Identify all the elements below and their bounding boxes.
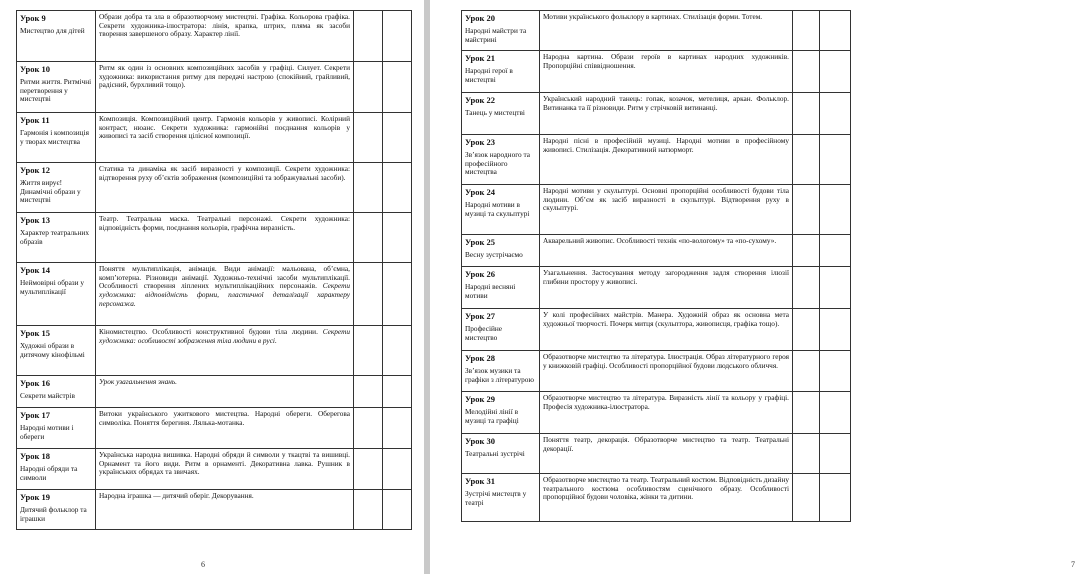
lesson-topic: Народні мотиви і обереги (20, 423, 74, 441)
lesson-cell (17, 11, 96, 62)
lesson-topic: Професійне мистецтво (465, 324, 503, 342)
lesson-cell (462, 351, 540, 392)
lesson-topic: Весну зустрічаємо (465, 250, 523, 259)
lesson-topic: Зв’язок народного та професійного мистецтва (465, 150, 531, 177)
lesson-topic: Гармонія і композиція у творах мистецтва (20, 128, 89, 146)
lesson-cell (462, 51, 540, 93)
lesson-number: Урок 21 (465, 53, 496, 63)
lesson-topic: Театральні зустрічі (465, 449, 525, 458)
page-number: 6 (201, 560, 205, 569)
empty-cell (793, 434, 820, 474)
lesson-cell (462, 11, 540, 51)
lesson-content-cell (540, 474, 793, 522)
lesson-topic: Художні образи в дитячому кінофільмі (20, 341, 85, 359)
lesson-cell (17, 449, 96, 490)
lesson-number: Урок 28 (465, 353, 496, 363)
lesson-content-cell (540, 135, 793, 185)
table-row (462, 51, 851, 93)
table-row (462, 93, 851, 135)
lesson-number: Урок 15 (20, 328, 51, 338)
empty-cell (793, 185, 820, 235)
lesson-topic: Мелодійні лінії в музиці та графіці (465, 407, 519, 425)
lesson-cell (462, 434, 540, 474)
empty-cell (354, 490, 383, 530)
lesson-topic: Танець у мистецтві (465, 108, 525, 117)
lesson-number: Урок 24 (465, 187, 496, 197)
empty-cell (383, 213, 412, 263)
lesson-topic: Ритми життя. Ритмічні перетворення у мистецтві (20, 77, 92, 104)
empty-cell (820, 51, 851, 93)
empty-cell (820, 474, 851, 522)
lesson-content-cell (540, 392, 793, 434)
lesson-number: Урок 23 (465, 137, 496, 147)
lesson-number: Урок 20 (465, 13, 496, 23)
lesson-number: Урок 30 (465, 436, 496, 446)
empty-cell (354, 11, 383, 62)
table-row (462, 434, 851, 474)
lesson-number: Урок 17 (20, 410, 51, 420)
empty-cell (793, 392, 820, 434)
lesson-content-cell (540, 267, 793, 309)
lesson-cell (462, 392, 540, 434)
table-row (17, 62, 412, 113)
table-row (462, 235, 851, 267)
lesson-content-cell (540, 11, 793, 51)
lesson-topic: Зустрічі мистецтв у театрі (465, 489, 527, 507)
lesson-content-cell (96, 11, 354, 62)
empty-cell (354, 163, 383, 213)
empty-cell (793, 235, 820, 267)
empty-cell (820, 135, 851, 185)
lesson-topic: Секрети майстрів (20, 391, 75, 400)
page-number: 7 (1071, 560, 1075, 569)
lesson-description: Кіномистецтво. Особливості конструктивної будови тіла людини. (99, 327, 318, 336)
table-row (462, 474, 851, 522)
lesson-number: Урок 18 (20, 451, 51, 461)
lesson-cell (17, 113, 96, 163)
table-row (17, 113, 412, 163)
empty-cell (820, 434, 851, 474)
empty-cell (354, 62, 383, 113)
lesson-number: Урок 12 (20, 165, 51, 175)
right-page (430, 0, 1075, 574)
lesson-content-cell (540, 235, 793, 267)
lesson-cell (462, 474, 540, 522)
lesson-description: Статика та динаміка як засіб виразності у композиції. Секрети художника: відтворення руху об’єктів зображення (композиційні та зображувальні засоби). (99, 164, 350, 182)
table-row (17, 376, 412, 408)
lesson-description: Народні мотиви у скульптурі. Основні пропорційні особливості будови тіла людини. Об’єм як засіб виразності в скульптурі. Відтворення руху в скульптурі. (543, 186, 789, 213)
lesson-description: Народна іграшка — дитячий оберіг. Декорування. (99, 491, 254, 500)
lesson-number: Урок 25 (465, 237, 496, 247)
lesson-table-body (17, 11, 412, 530)
lesson-table-right (461, 10, 851, 522)
lesson-cell (17, 490, 96, 530)
empty-cell (383, 62, 412, 113)
empty-cell (793, 51, 820, 93)
empty-cell (354, 263, 383, 326)
lesson-description: Поняття мультиплікація, анімація. Види анімації: мальована, об’ємна, комп’ютерна. Різновиди анімації. Художньо-технічні засоби мультиплікації. Особливості створення ліплених мультиплікаційних персонажів. (99, 264, 350, 291)
table-row (462, 267, 851, 309)
table-row (462, 185, 851, 235)
empty-cell (820, 267, 851, 309)
table-row (17, 163, 412, 213)
lesson-number: Урок 11 (20, 115, 50, 125)
empty-cell (383, 163, 412, 213)
lesson-number: Урок 26 (465, 269, 496, 279)
table-row (17, 213, 412, 263)
lesson-description: Образотворче мистецтво та література. Виразність лінії та кольору у графіці. Професія художника-ілюстратора. (543, 393, 789, 411)
lesson-cell (462, 309, 540, 351)
empty-cell (793, 135, 820, 185)
table-row (17, 449, 412, 490)
empty-cell (383, 326, 412, 376)
empty-cell (820, 185, 851, 235)
lesson-content-cell (96, 263, 354, 326)
lesson-description: Узагальнення. Застосування методу загородження задля створення ілюзії глибини простору у живописі. (543, 268, 789, 286)
lesson-topic: Народні обряди та символи (20, 464, 78, 482)
lesson-content-cell (540, 434, 793, 474)
table-row (462, 351, 851, 392)
empty-cell (793, 11, 820, 51)
lesson-number: Урок 16 (20, 378, 51, 388)
table-row (462, 392, 851, 434)
lesson-topic: Народні майстри та майстрині (465, 26, 527, 44)
table-row (462, 135, 851, 185)
lesson-cell (17, 408, 96, 449)
lesson-description-italic: Секрети художника: відповідність форми, пластичної деталізації характеру персонажа. (99, 281, 350, 308)
lesson-cell (462, 185, 540, 235)
empty-cell (820, 235, 851, 267)
empty-cell (354, 449, 383, 490)
lesson-description: Народні пісні в професійній музиці. Народні мотиви в професійному живописі. Стилізація. Декоративний натюрморт. (543, 136, 789, 154)
empty-cell (383, 449, 412, 490)
lesson-cell (462, 135, 540, 185)
lesson-topic: Мистецтво для дітей (20, 26, 85, 35)
lesson-description-italic: Урок узагальнення знань. (99, 377, 177, 386)
empty-cell (354, 113, 383, 163)
lesson-topic: Дитячий фольклор та іграшки (20, 505, 87, 523)
lesson-cell (17, 263, 96, 326)
empty-cell (793, 474, 820, 522)
lesson-topic: Народні мотиви в музиці та скульптурі (465, 200, 530, 218)
lesson-topic: Народні весняні мотиви (465, 282, 516, 300)
lesson-topic: Зв’язок музики та графіки з літературою (465, 366, 534, 384)
table-row (17, 408, 412, 449)
lesson-number: Урок 13 (20, 215, 51, 225)
table-row (462, 309, 851, 351)
lesson-table-body (462, 11, 851, 522)
lesson-number: Урок 22 (465, 95, 496, 105)
lesson-content-cell (96, 62, 354, 113)
empty-cell (383, 490, 412, 530)
empty-cell (383, 263, 412, 326)
lesson-content-cell (540, 351, 793, 392)
empty-cell (354, 213, 383, 263)
empty-cell (820, 93, 851, 135)
empty-cell (383, 376, 412, 408)
lesson-topic: Неймовірні образи у мультиплікації (20, 278, 85, 296)
empty-cell (793, 93, 820, 135)
empty-cell (793, 309, 820, 351)
lesson-topic: Життя вирує! Динамічні образи у мистецтві (20, 178, 81, 205)
lesson-cell (462, 267, 540, 309)
lesson-number: Урок 14 (20, 265, 51, 275)
empty-cell (354, 326, 383, 376)
lesson-content-cell (540, 93, 793, 135)
lesson-description: Народна картина. Образи героїв в картинах народних художників. Пропорційні співвідношення. (543, 52, 789, 70)
empty-cell (383, 113, 412, 163)
table-row (462, 11, 851, 51)
lesson-description: Ритм як один із основних композиційних засобів у графіці. Силует. Секрети художника: використання ритму для передачі настрою (спокійний, грайливий, радісний, бурхливий тощо). (99, 63, 350, 90)
lesson-cell (17, 213, 96, 263)
lesson-cell (462, 93, 540, 135)
lesson-number: Урок 31 (465, 476, 496, 486)
lesson-number: Урок 19 (20, 492, 51, 502)
empty-cell (793, 267, 820, 309)
lesson-number: Урок 29 (465, 394, 496, 404)
lesson-description: Український народний танець: гопак, козачок, метелиця, аркан. Фольклор. Витинанка та її різновиди. Ритм у стрічковій витинанці. (543, 94, 789, 112)
lesson-content-cell (540, 185, 793, 235)
lesson-topic: Характер театральних образів (20, 228, 89, 246)
lesson-description: Мотиви українського фольклору в картинах. Стилізація форми. Тотем. (543, 12, 763, 21)
lesson-description: У колі професійних майстрів. Манера. Художній образ як основна мета художньої творчості. Почерк митця (скульптора, живописця, графіка тощо). (543, 310, 789, 328)
lesson-table-left (16, 10, 412, 530)
empty-cell (820, 11, 851, 51)
lesson-description-italic: Секрети художника: особливості зображення тіла людини в русі. (99, 327, 350, 345)
lesson-content-cell (96, 326, 354, 376)
lesson-description: Театр. Театральна маска. Театральні персонажі. Секрети художника: відповідність форми, поєднання кольорів, графічна виразність. (99, 214, 350, 232)
lesson-description: Поняття театр, декорація. Образотворче мистецтво та театр. Театральні декорації. (543, 435, 789, 453)
empty-cell (820, 309, 851, 351)
empty-cell (820, 392, 851, 434)
lesson-content-cell (96, 113, 354, 163)
table-row (17, 490, 412, 530)
lesson-topic: Народні герої в мистецтві (465, 66, 513, 84)
lesson-cell (462, 235, 540, 267)
left-page (0, 0, 424, 574)
empty-cell (354, 376, 383, 408)
table-row (17, 11, 412, 62)
lesson-description: Витоки українського ужиткового мистецтва. Народні обереги. Оберегова символіка. Поняття берегиня. Лялька-мотанка. (99, 409, 350, 427)
lesson-cell (17, 376, 96, 408)
lesson-content-cell (96, 490, 354, 530)
lesson-content-cell (96, 408, 354, 449)
empty-cell (383, 11, 412, 62)
lesson-content-cell (540, 309, 793, 351)
lesson-description: Образи добра та зла в образотворчому мистецтві. Графіка. Кольорова графіка. Секрети художника-ілюстратора: лінія, крапка, штрих, пляма як засоби творення завершеного образу. Характер лінії. (99, 12, 350, 39)
lesson-content-cell (96, 449, 354, 490)
table-row (17, 263, 412, 326)
lesson-cell (17, 62, 96, 113)
lesson-number: Урок 27 (465, 311, 496, 321)
empty-cell (820, 351, 851, 392)
lesson-content-cell (96, 163, 354, 213)
lesson-description: Образотворче мистецтво та література. Ілюстрація. Образ літературного героя у книжковій графіці. Особливості пропорційної будови людського обличчя. (543, 352, 789, 370)
lesson-content-cell (96, 376, 354, 408)
lesson-content-cell (540, 51, 793, 93)
lesson-number: Урок 9 (20, 13, 46, 23)
lesson-description: Образотворче мистецтво та театр. Театральний костюм. Відповідність дизайну театрального костюма особливостям сценічного образу. Особливості пропорційної будови чоловіка, жінки та дитини. (543, 475, 789, 502)
lesson-cell (17, 163, 96, 213)
lesson-number: Урок 10 (20, 64, 51, 74)
empty-cell (354, 408, 383, 449)
empty-cell (793, 351, 820, 392)
lesson-description: Композиція. Композиційний центр. Гармонія кольорів у живописі. Колірний контраст, нюанс. Секрети художника: гармонійні поєднання кольорів у живописі та засіб створення цілісної композиції. (99, 114, 350, 141)
lesson-cell (17, 326, 96, 376)
lesson-content-cell (96, 213, 354, 263)
lesson-description: Акварельний живопис. Особливості технік «по-вологому» та «по-сухому». (543, 236, 777, 245)
table-row (17, 326, 412, 376)
empty-cell (383, 408, 412, 449)
lesson-description: Українська народна вишивка. Народні обряди й символи у ткацтві та вишивці. Орнамент та його види. Ритм в орнаменті. Декоративна лавка. Рушник в українських обрядах та звичаях. (99, 450, 350, 477)
